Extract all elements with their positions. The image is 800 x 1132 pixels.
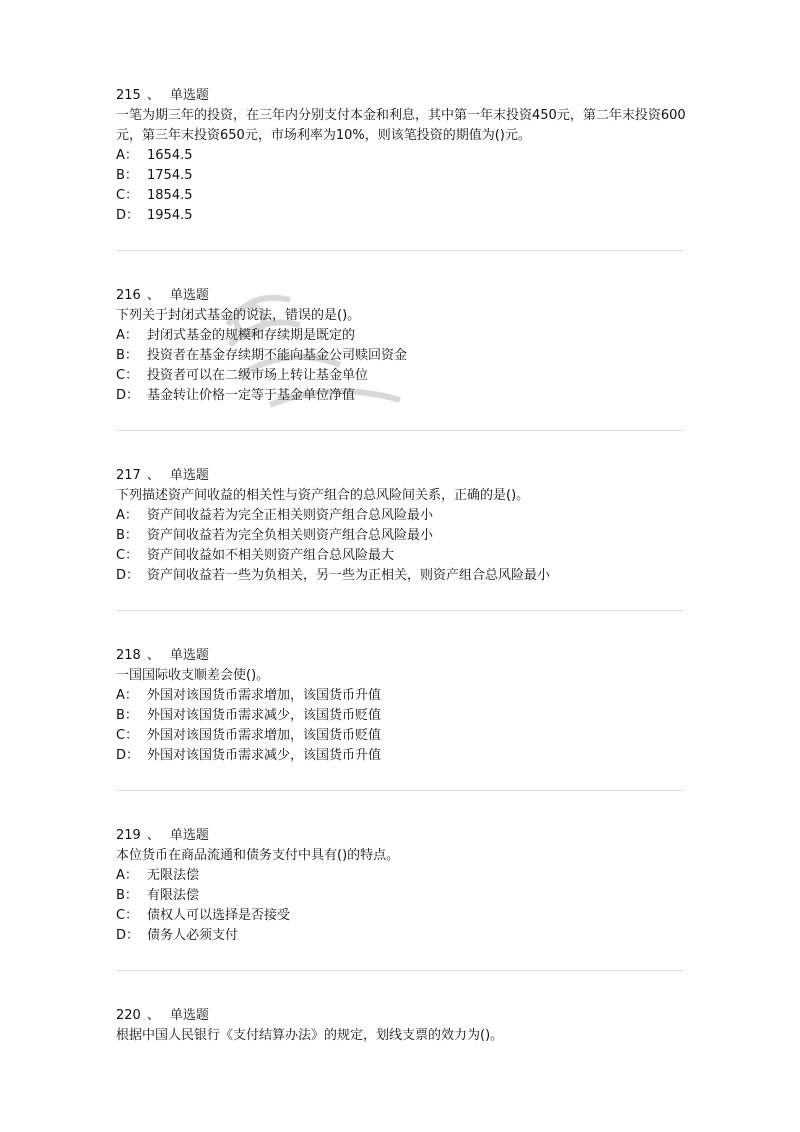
option-c	[116, 186, 686, 206]
option-text: 外国对该国货币需求增加，该国货币升值	[147, 688, 382, 703]
option-c	[116, 906, 686, 926]
option-text: 投资者可以在二级市场上转让基金单位	[147, 368, 369, 383]
option-letter: D：	[116, 208, 140, 223]
question-stem: 一笔为期三年的投资，在三年内分别支付本金和利息，其中第一年末投资450元，第二年末投资600元，第三年末投资650元，市场利率为10%，则该笔投资的期值为()元。	[116, 108, 686, 143]
option-c	[116, 366, 686, 386]
option-a	[116, 146, 686, 166]
option-b	[116, 886, 686, 906]
option-letter: C：	[116, 908, 139, 923]
question-stem: 下列描述资产间收益的相关性与资产组合的总风险间关系，正确的是()。	[116, 488, 530, 503]
question-header	[116, 1006, 686, 1026]
option-letter: D：	[116, 388, 140, 403]
question-stem: 根据中国人民银行《支付结算办法》的规定，划线支票的效力为()。	[116, 1028, 504, 1043]
divider	[116, 970, 684, 971]
question-number: 219	[116, 828, 141, 843]
question-number: 217	[116, 468, 141, 483]
option-text: 外国对该国货币需求减少，该国货币贬值	[147, 708, 382, 723]
question-header	[116, 286, 686, 306]
question-separator: 、	[146, 288, 160, 303]
option-a	[116, 326, 686, 346]
option-text: 有限法偿	[147, 888, 200, 903]
option-c	[116, 546, 686, 566]
option-letter: A：	[116, 508, 138, 523]
question-separator: 、	[146, 1008, 160, 1023]
question-type: 单选题	[169, 828, 209, 843]
option-letter: A：	[116, 148, 138, 163]
divider	[116, 610, 684, 611]
question-header	[116, 826, 686, 846]
question-stem: 下列关于封闭式基金的说法，错误的是()。	[116, 308, 361, 323]
option-b	[116, 166, 686, 186]
option-c	[116, 726, 686, 746]
question-220	[116, 1006, 686, 1046]
option-text: 外国对该国货币需求减少，该国货币升值	[147, 748, 382, 763]
option-a	[116, 866, 686, 886]
question-type: 单选题	[169, 88, 209, 103]
option-a	[116, 686, 686, 706]
option-text: 资产间收益若一些为负相关，另一些为正相关，则资产组合总风险最小	[147, 568, 551, 583]
option-letter: B：	[116, 708, 138, 723]
option-b	[116, 526, 686, 546]
option-text: 封闭式基金的规模和存续期是既定的	[147, 328, 356, 343]
option-text: 基金转让价格一定等于基金单位净值	[147, 388, 356, 403]
question-separator: 、	[146, 648, 160, 663]
option-letter: D：	[116, 928, 140, 943]
divider	[116, 430, 684, 431]
question-header	[116, 86, 686, 106]
option-letter: B：	[116, 528, 138, 543]
question-separator: 、	[146, 468, 160, 483]
option-letter: B：	[116, 168, 138, 183]
question-header	[116, 466, 686, 486]
question-separator: 、	[146, 88, 160, 103]
option-d	[116, 386, 686, 406]
option-a	[116, 506, 686, 526]
question-number: 218	[116, 648, 141, 663]
divider	[116, 790, 684, 791]
question-215	[116, 86, 686, 226]
option-letter: A：	[116, 328, 138, 343]
question-type: 单选题	[169, 648, 209, 663]
question-number: 220	[116, 1008, 141, 1023]
option-text: 债务人必须支付	[147, 928, 239, 943]
option-text: 1754.5	[147, 168, 193, 183]
option-d	[116, 206, 686, 226]
option-letter: C：	[116, 548, 139, 563]
divider	[116, 250, 684, 251]
option-letter: B：	[116, 888, 138, 903]
question-stem: 一国国际收支顺差会使()。	[116, 668, 270, 683]
option-d	[116, 746, 686, 766]
option-text: 投资者在基金存续期不能向基金公司赎回资金	[147, 348, 408, 363]
option-letter: C：	[116, 728, 139, 743]
option-b	[116, 706, 686, 726]
option-letter: A：	[116, 868, 138, 883]
option-d	[116, 926, 686, 946]
question-216	[116, 286, 686, 406]
option-text: 1954.5	[147, 208, 193, 223]
question-stem: 本位货币在商品流通和债务支付中具有()的特点。	[116, 848, 400, 863]
option-letter: A：	[116, 688, 138, 703]
option-text: 外国对该国货币需求增加，该国货币贬值	[147, 728, 382, 743]
question-218	[116, 646, 686, 766]
question-number: 216	[116, 288, 141, 303]
question-number: 215	[116, 88, 141, 103]
option-text: 1654.5	[147, 148, 193, 163]
option-text: 债权人可以选择是否接受	[147, 908, 291, 923]
option-d	[116, 566, 686, 586]
option-letter: C：	[116, 188, 139, 203]
question-219	[116, 826, 686, 946]
option-text: 资产间收益若为完全正相关则资产组合总风险最小	[147, 508, 434, 523]
option-b	[116, 346, 686, 366]
option-text: 1854.5	[147, 188, 193, 203]
question-type: 单选题	[169, 288, 209, 303]
question-type: 单选题	[169, 1008, 209, 1023]
question-header	[116, 646, 686, 666]
question-separator: 、	[146, 828, 160, 843]
option-letter: D：	[116, 568, 140, 583]
option-text: 无限法偿	[147, 868, 200, 883]
option-text: 资产间收益若为完全负相关则资产组合总风险最小	[147, 528, 434, 543]
option-letter: D：	[116, 748, 140, 763]
question-type: 单选题	[169, 468, 209, 483]
question-217	[116, 466, 686, 586]
option-letter: B：	[116, 348, 138, 363]
option-letter: C：	[116, 368, 139, 383]
option-text: 资产间收益如不相关则资产组合总风险最大	[147, 548, 395, 563]
